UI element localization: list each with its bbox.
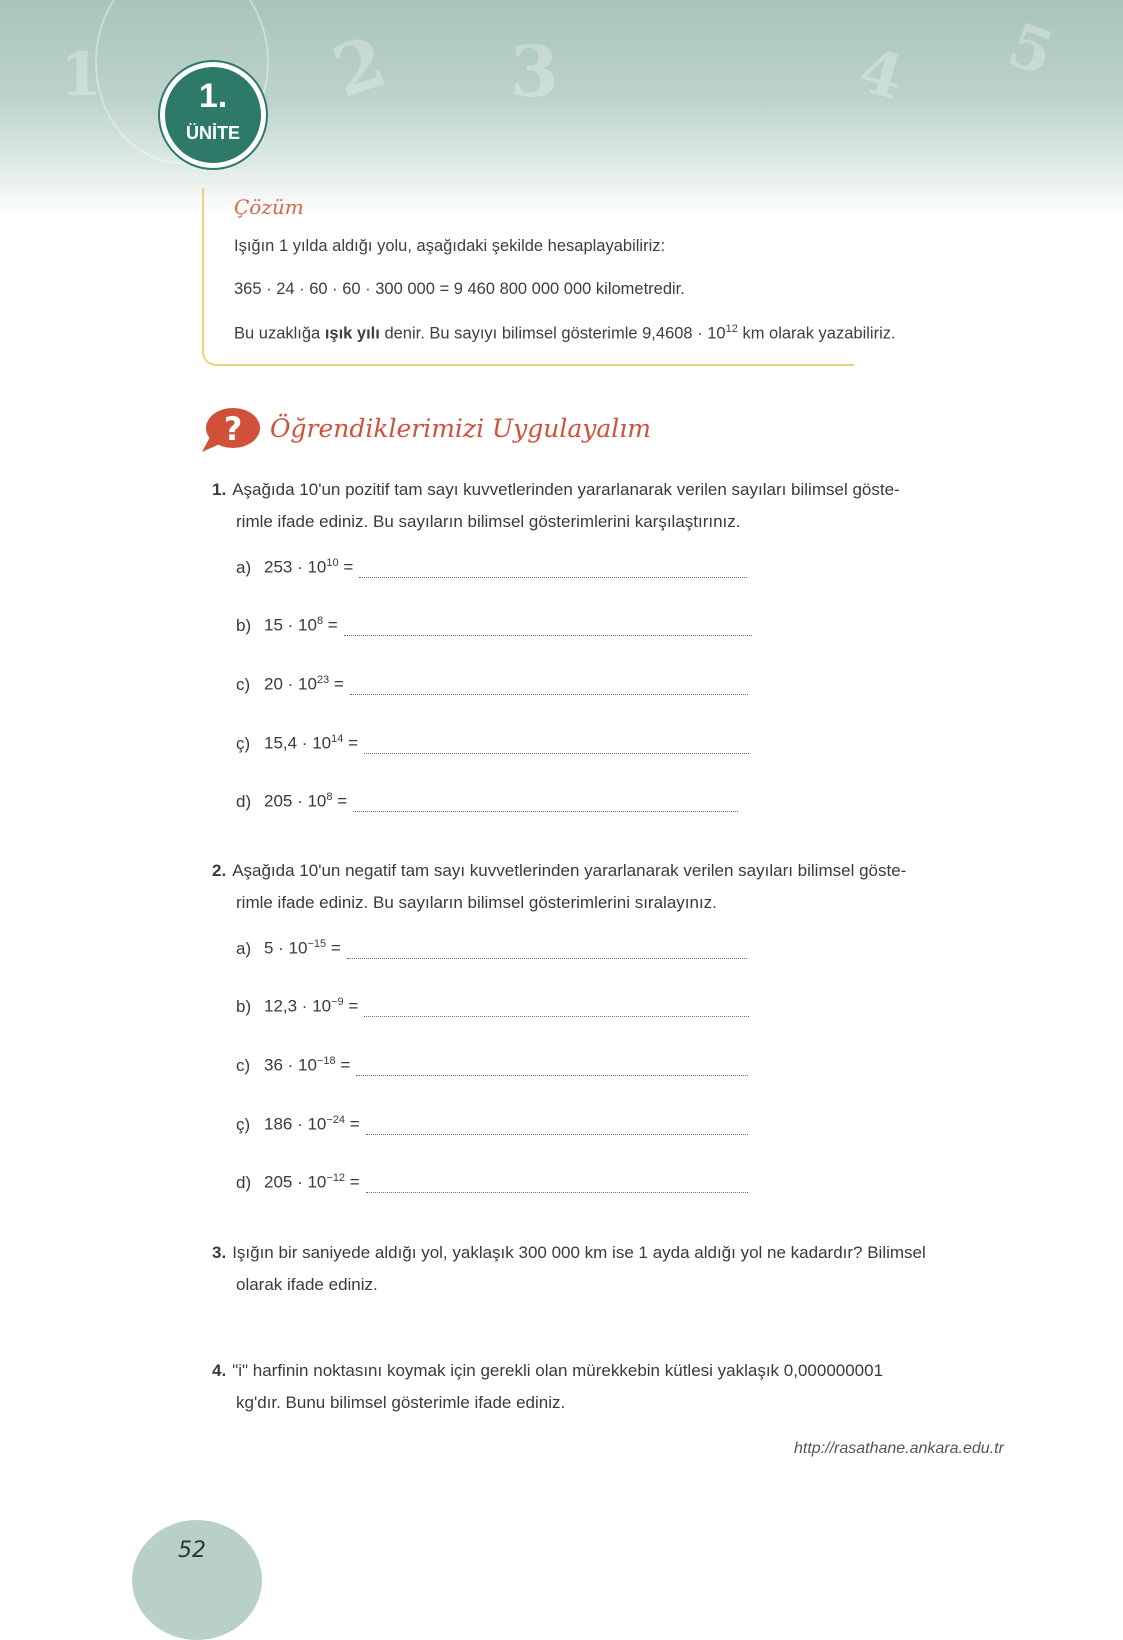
q1-item-a (236, 552, 747, 578)
decorative-digit: 1 (60, 40, 102, 110)
item-exponent: −18 (316, 1055, 336, 1068)
item-base: 36 · 10 (264, 1056, 317, 1075)
answer-blank[interactable] (347, 940, 747, 959)
item-expression: $205 \cdot 10^8$ = (264, 791, 348, 811)
q2-item-b (236, 991, 749, 1017)
item-label: ç) (236, 1115, 251, 1134)
item-expression: $15,4 \cdot 10^{14}$ = (264, 733, 359, 753)
question-number: 4. (212, 1361, 227, 1380)
item-label: d) (236, 792, 252, 811)
answer-blank[interactable] (353, 793, 738, 812)
solution-line-3-post: km olarak yazabiliriz. (737, 324, 896, 343)
item-exponent: 23 (316, 674, 330, 687)
question-text: "i" harfinin noktasını koymak için gerekli olan mürekkebin kütlesi yaklaşık 0,000000001 (232, 1361, 884, 1380)
item-label: d) (236, 1173, 252, 1192)
answer-blank[interactable] (350, 676, 748, 695)
item-base: 15,4 · 10 (264, 734, 332, 753)
item-base: 20 · 10 (264, 675, 317, 694)
question-3-continued: olarak ifade ediniz. (236, 1275, 378, 1294)
question-number: 3. (212, 1243, 227, 1262)
solution-line-2: 365 · 24 · 60 · 60 · 300 000 = 9 460 800 000 000 kilometredir. (234, 280, 685, 298)
question-3 (212, 1237, 1012, 1269)
source-link[interactable]: http://rasathane.ankara.edu.tr (794, 1440, 1004, 1457)
question-2-continued: rimle ifade ediniz. Bu sayıların bilimsel gösterimlerini sıralayınız. (236, 893, 717, 912)
light-year-term: ışık yılı (324, 324, 380, 343)
answer-blank[interactable] (366, 1116, 748, 1135)
answer-blank[interactable] (344, 617, 752, 636)
solution-line-3-pre: Bu uzaklığa (234, 324, 325, 343)
item-base: 205 · 10 (264, 1173, 327, 1192)
item-expression: $186 \cdot 10^{-24}$ = (264, 1114, 360, 1134)
page-number: 52 (178, 1538, 206, 1563)
question-bubble-icon (200, 407, 262, 459)
question-1 (212, 474, 1012, 506)
solution-exponent: 12 (725, 323, 738, 335)
item-base: 15 · 10 (264, 616, 317, 635)
solution-line-1: Işığın 1 yılda aldığı yolu, aşağıdaki şekilde hesaplayabiliriz: (234, 237, 666, 255)
q1-item-cedilla (236, 728, 749, 754)
item-base: 186 · 10 (264, 1115, 327, 1134)
item-base: 205 · 10 (264, 792, 327, 811)
svg-text:?: ? (223, 410, 243, 448)
section-title: Öğrendiklerimizi Uygulayalım (270, 414, 651, 443)
item-expression: $15 \cdot 10^8$ = (264, 615, 338, 635)
item-expression: $5 \cdot 10^{-15}$ = (264, 938, 341, 958)
q2-item-cedilla (236, 1109, 748, 1135)
answer-blank[interactable] (364, 998, 749, 1017)
q2-item-d (236, 1167, 748, 1193)
q1-item-d (236, 786, 738, 812)
item-expression: $12,3 \cdot 10^{-9}$ = (264, 996, 359, 1016)
unit-badge (160, 62, 266, 168)
item-label: c) (236, 1056, 251, 1075)
item-label: b) (236, 616, 252, 635)
item-label: c) (236, 675, 251, 694)
item-exponent: 8 (316, 615, 324, 628)
item-exponent: −9 (331, 996, 344, 1009)
unit-number: 1. (198, 77, 228, 115)
item-base: 253 · 10 (264, 558, 327, 577)
item-label: a) (236, 558, 252, 577)
item-exponent: −12 (326, 1172, 346, 1185)
question-2 (212, 855, 1012, 887)
item-expression: $253 \cdot 10^{10}$ = (264, 557, 354, 577)
item-label: ç) (236, 734, 251, 753)
item-base: 5 · 10 (264, 939, 308, 958)
question-1-continued: rimle ifade ediniz. Bu sayıların bilimsel gösterimlerini karşılaştırınız. (236, 512, 741, 531)
item-label: b) (236, 997, 252, 1016)
item-exponent: 8 (326, 791, 333, 804)
item-expression: $205 \cdot 10^{-12}$ = (264, 1172, 360, 1192)
q2-item-a (236, 933, 747, 959)
item-exponent: 10 (326, 557, 339, 570)
question-text: Işığın bir saniyede aldığı yol, yaklaşık 300 000 km ise 1 ayda aldığı yol ne kadardır? Bilimsel (232, 1243, 926, 1262)
decorative-digit: 4 (851, 35, 911, 115)
item-base: 12,3 · 10 (264, 997, 332, 1016)
item-exponent: −24 (326, 1114, 346, 1127)
decorative-digit: 5 (999, 9, 1063, 91)
question-4 (212, 1355, 1012, 1387)
answer-blank[interactable] (359, 559, 747, 578)
item-expression: $36 \cdot 10^{-18}$ = (264, 1055, 351, 1075)
unit-word: ÜNİTE (186, 123, 240, 143)
answer-blank[interactable] (356, 1057, 748, 1076)
solution-line-3 (234, 323, 896, 344)
decorative-digit: 2 (323, 19, 396, 114)
q2-item-c (236, 1050, 748, 1076)
item-label: a) (236, 939, 252, 958)
question-number: 1. (212, 480, 227, 499)
item-exponent: −15 (307, 938, 327, 951)
answer-blank[interactable] (366, 1174, 748, 1193)
solution-title: Çözüm (234, 195, 304, 219)
decorative-digit: 3 (510, 30, 559, 113)
solution-line-3-mid: denir. Bu sayıyı bilimsel gösterimle 9,4608 · 10 (379, 324, 726, 343)
item-expression: $20 \cdot 10^{23}$ = (264, 674, 344, 694)
q1-item-b (236, 610, 752, 636)
question-number: 2. (212, 861, 227, 880)
question-4-continued: kg'dır. Bunu bilimsel gösterimle ifade ediniz. (236, 1393, 566, 1412)
answer-blank[interactable] (364, 735, 749, 754)
question-text: Aşağıda 10'un pozitif tam sayı kuvvetlerinden yararlanarak verilen sayıları bilimsel göste- (232, 480, 900, 499)
question-text: Aşağıda 10'un negatif tam sayı kuvvetlerinden yararlanarak verilen sayıları bilimsel göste- (232, 861, 907, 880)
item-exponent: 14 (331, 733, 344, 746)
q1-item-c (236, 669, 748, 695)
